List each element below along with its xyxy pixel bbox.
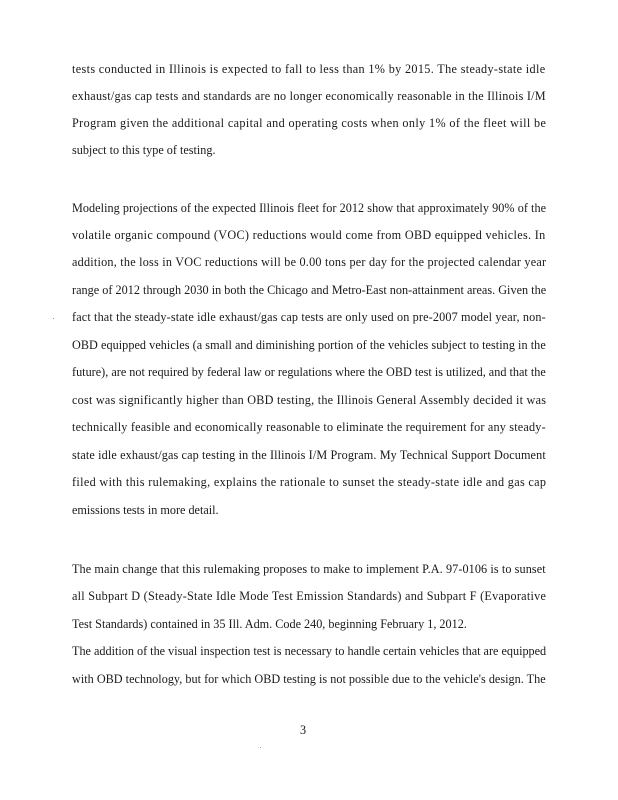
paragraph-1-line-4: subject to this type of testing.	[72, 143, 216, 157]
paragraph-2-line-3: addition, the loss in VOC reductions will be 0.00 tons per day for the projected calendar year	[72, 255, 547, 269]
paragraph-4-line-1: The addition of the visual inspection test is necessary to handle certain vehicles that are equipped	[72, 644, 547, 658]
paragraph-2-line-8: cost was significantly higher than OBD testing, the Illinois General Assembly decided it was	[72, 393, 547, 407]
paragraph-2-line-4: range of 2012 through 2030 in both the Chicago and Metro-East non-attainment areas. Given the	[72, 283, 547, 297]
paragraph-2-line-6: OBD equipped vehicles (a small and diminishing portion of the vehicles subject to testing in the	[72, 338, 546, 352]
paragraph-2-line-5: fact that the steady-state idle exhaust/gas cap tests are only used on pre-2007 model year, non-	[72, 310, 546, 324]
paragraph-2-line-11: filed with this rulemaking, explains the rationale to sunset the steady-state idle and gas cap	[72, 475, 547, 489]
scan-speck	[53, 318, 54, 319]
paragraph-3-line-3: Test Standards) contained in 35 Ill. Adm. Code 240, beginning February 1, 2012.	[72, 617, 467, 631]
paragraph-2-line-10: state idle exhaust/gas cap testing in the Illinois I/M Program. My Technical Support Document	[72, 448, 546, 462]
paragraph-2-line-12: emissions tests in more detail.	[72, 503, 219, 517]
paragraph-1-line-3: Program given the additional capital and operating costs when only 1% of the fleet will be	[72, 116, 547, 130]
paragraph-2-line-1: Modeling projections of the expected Illinois fleet for 2012 show that approximately 90% of the	[72, 201, 547, 215]
paragraph-3-line-1: The main change that this rulemaking proposes to make to implement P.A. 97-0106 is to sunset	[72, 562, 546, 576]
paragraph-2-line-2: volatile organic compound (VOC) reductions would come from OBD equipped vehicles. In	[72, 228, 546, 242]
paragraph-2-line-7: future), are not required by federal law or regulations where the OBD test is utilized, and that the	[72, 365, 546, 379]
paragraph-1-line-2: exhaust/gas cap tests and standards are no longer economically reasonable in the Illinois I/M	[72, 89, 546, 103]
page-number: 3	[300, 723, 307, 737]
paragraph-1-line-1: tests conducted in Illinois is expected to fall to less than 1% by 2015. The steady-state idle	[72, 62, 546, 76]
paragraph-3-line-2: all Subpart D (Steady-State Idle Mode Test Emission Standards) and Subpart F (Evaporative	[72, 589, 547, 603]
paragraph-4-line-2: with OBD technology, but for which OBD testing is not possible due to the vehicle's design. The	[72, 672, 546, 686]
scan-speck	[260, 747, 261, 748]
paragraph-2-line-9: technically feasible and economically reasonable to eliminate the requirement for any steady-	[72, 420, 546, 434]
